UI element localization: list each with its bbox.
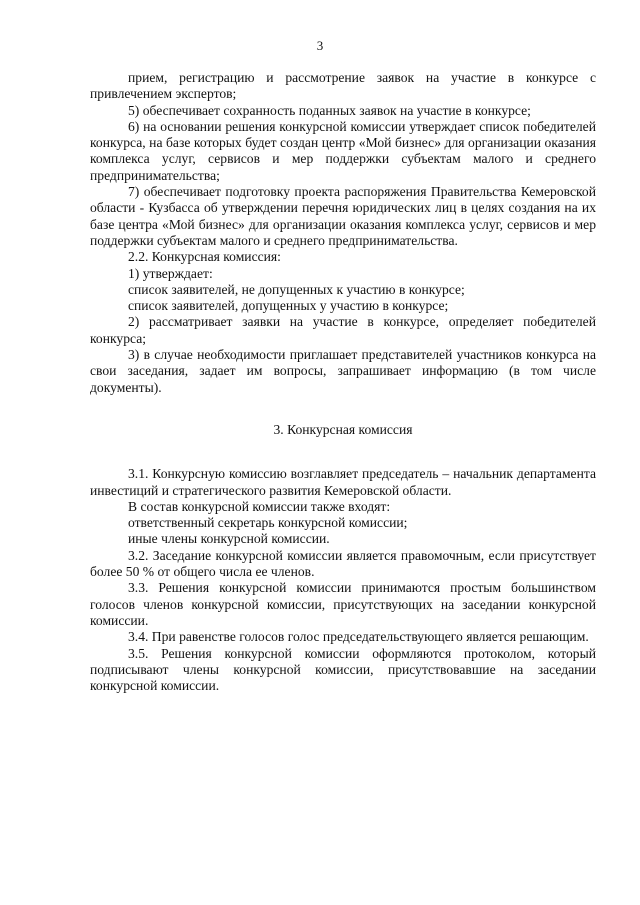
paragraph: 3.1. Конкурсную комиссию возглавляет председатель – начальник департамента инвестиций и стратегического развития Кемеровской области. [90,466,596,498]
page-number: 3 [316,38,324,53]
paragraph: 3) в случае необходимости приглашает представителей участников конкурса на свои заседания, задает им вопросы, запрашивает информацию (в том числе документы). [90,347,596,395]
paragraph: 1) утверждает: [128,265,213,281]
paragraph: прием, регистрацию и рассмотрение заявок на участие в конкурсе с привлечением экспертов; [90,70,596,102]
paragraph: 6) на основании решения конкурсной комиссии утверждает список победителей конкурса, на базе которых будет создан центр «Мой бизнес» для организации оказания комплекса услуг, сервисов и мер поддержки субъектам малого и среднего предпринимательства; [90,118,596,183]
paragraph: В состав конкурсной комиссии также входят: [128,498,391,514]
paragraph: список заявителей, не допущенных к участию в конкурсе; [128,281,465,297]
document-body [90,70,596,694]
paragraph: иные члены конкурсной комиссии. [128,531,330,547]
section-heading: 3. Конкурсная комиссия [273,421,413,437]
paragraph: 3.3. Решения конкурсной комиссии принимаются простым большинством голосов членов конкурсной комиссии, присутствующих на заседании конкурсной комиссии. [90,580,596,628]
paragraph: 2) рассматривает заявки на участие в конкурсе, определяет победителей конкурса; [90,314,596,346]
paragraph: 3.4. При равенстве голосов голос председательствующего является решающим. [128,629,589,645]
paragraph: 5) обеспечивает сохранность поданных заявок на участие в конкурсе; [128,102,531,118]
paragraph: список заявителей, допущенных у участию в конкурсе; [128,298,449,314]
paragraph: ответственный секретарь конкурсной комиссии; [128,515,408,531]
paragraph: 3.5. Решения конкурсной комиссии оформляются протоколом, который подписывают члены конкурсной комиссии, присутствовавшие на заседании конкурсной комиссии. [90,645,596,694]
paragraph: 2.2. Конкурсная комиссия: [128,249,281,265]
paragraph: 3.2. Заседание конкурсной комиссии является правомочным, если присутствует более 50 % от общего числа ее членов. [90,547,596,580]
paragraph: 7) обеспечивает подготовку проекта распоряжения Правительства Кемеровской области - Кузбасса об утверждении перечня юридических лиц в целях создания на их базе центра «Мой бизнес» для организации оказания комплекса услуг, сервисов и мер поддержки субъектам малого и среднего предпринимательства. [90,184,596,248]
